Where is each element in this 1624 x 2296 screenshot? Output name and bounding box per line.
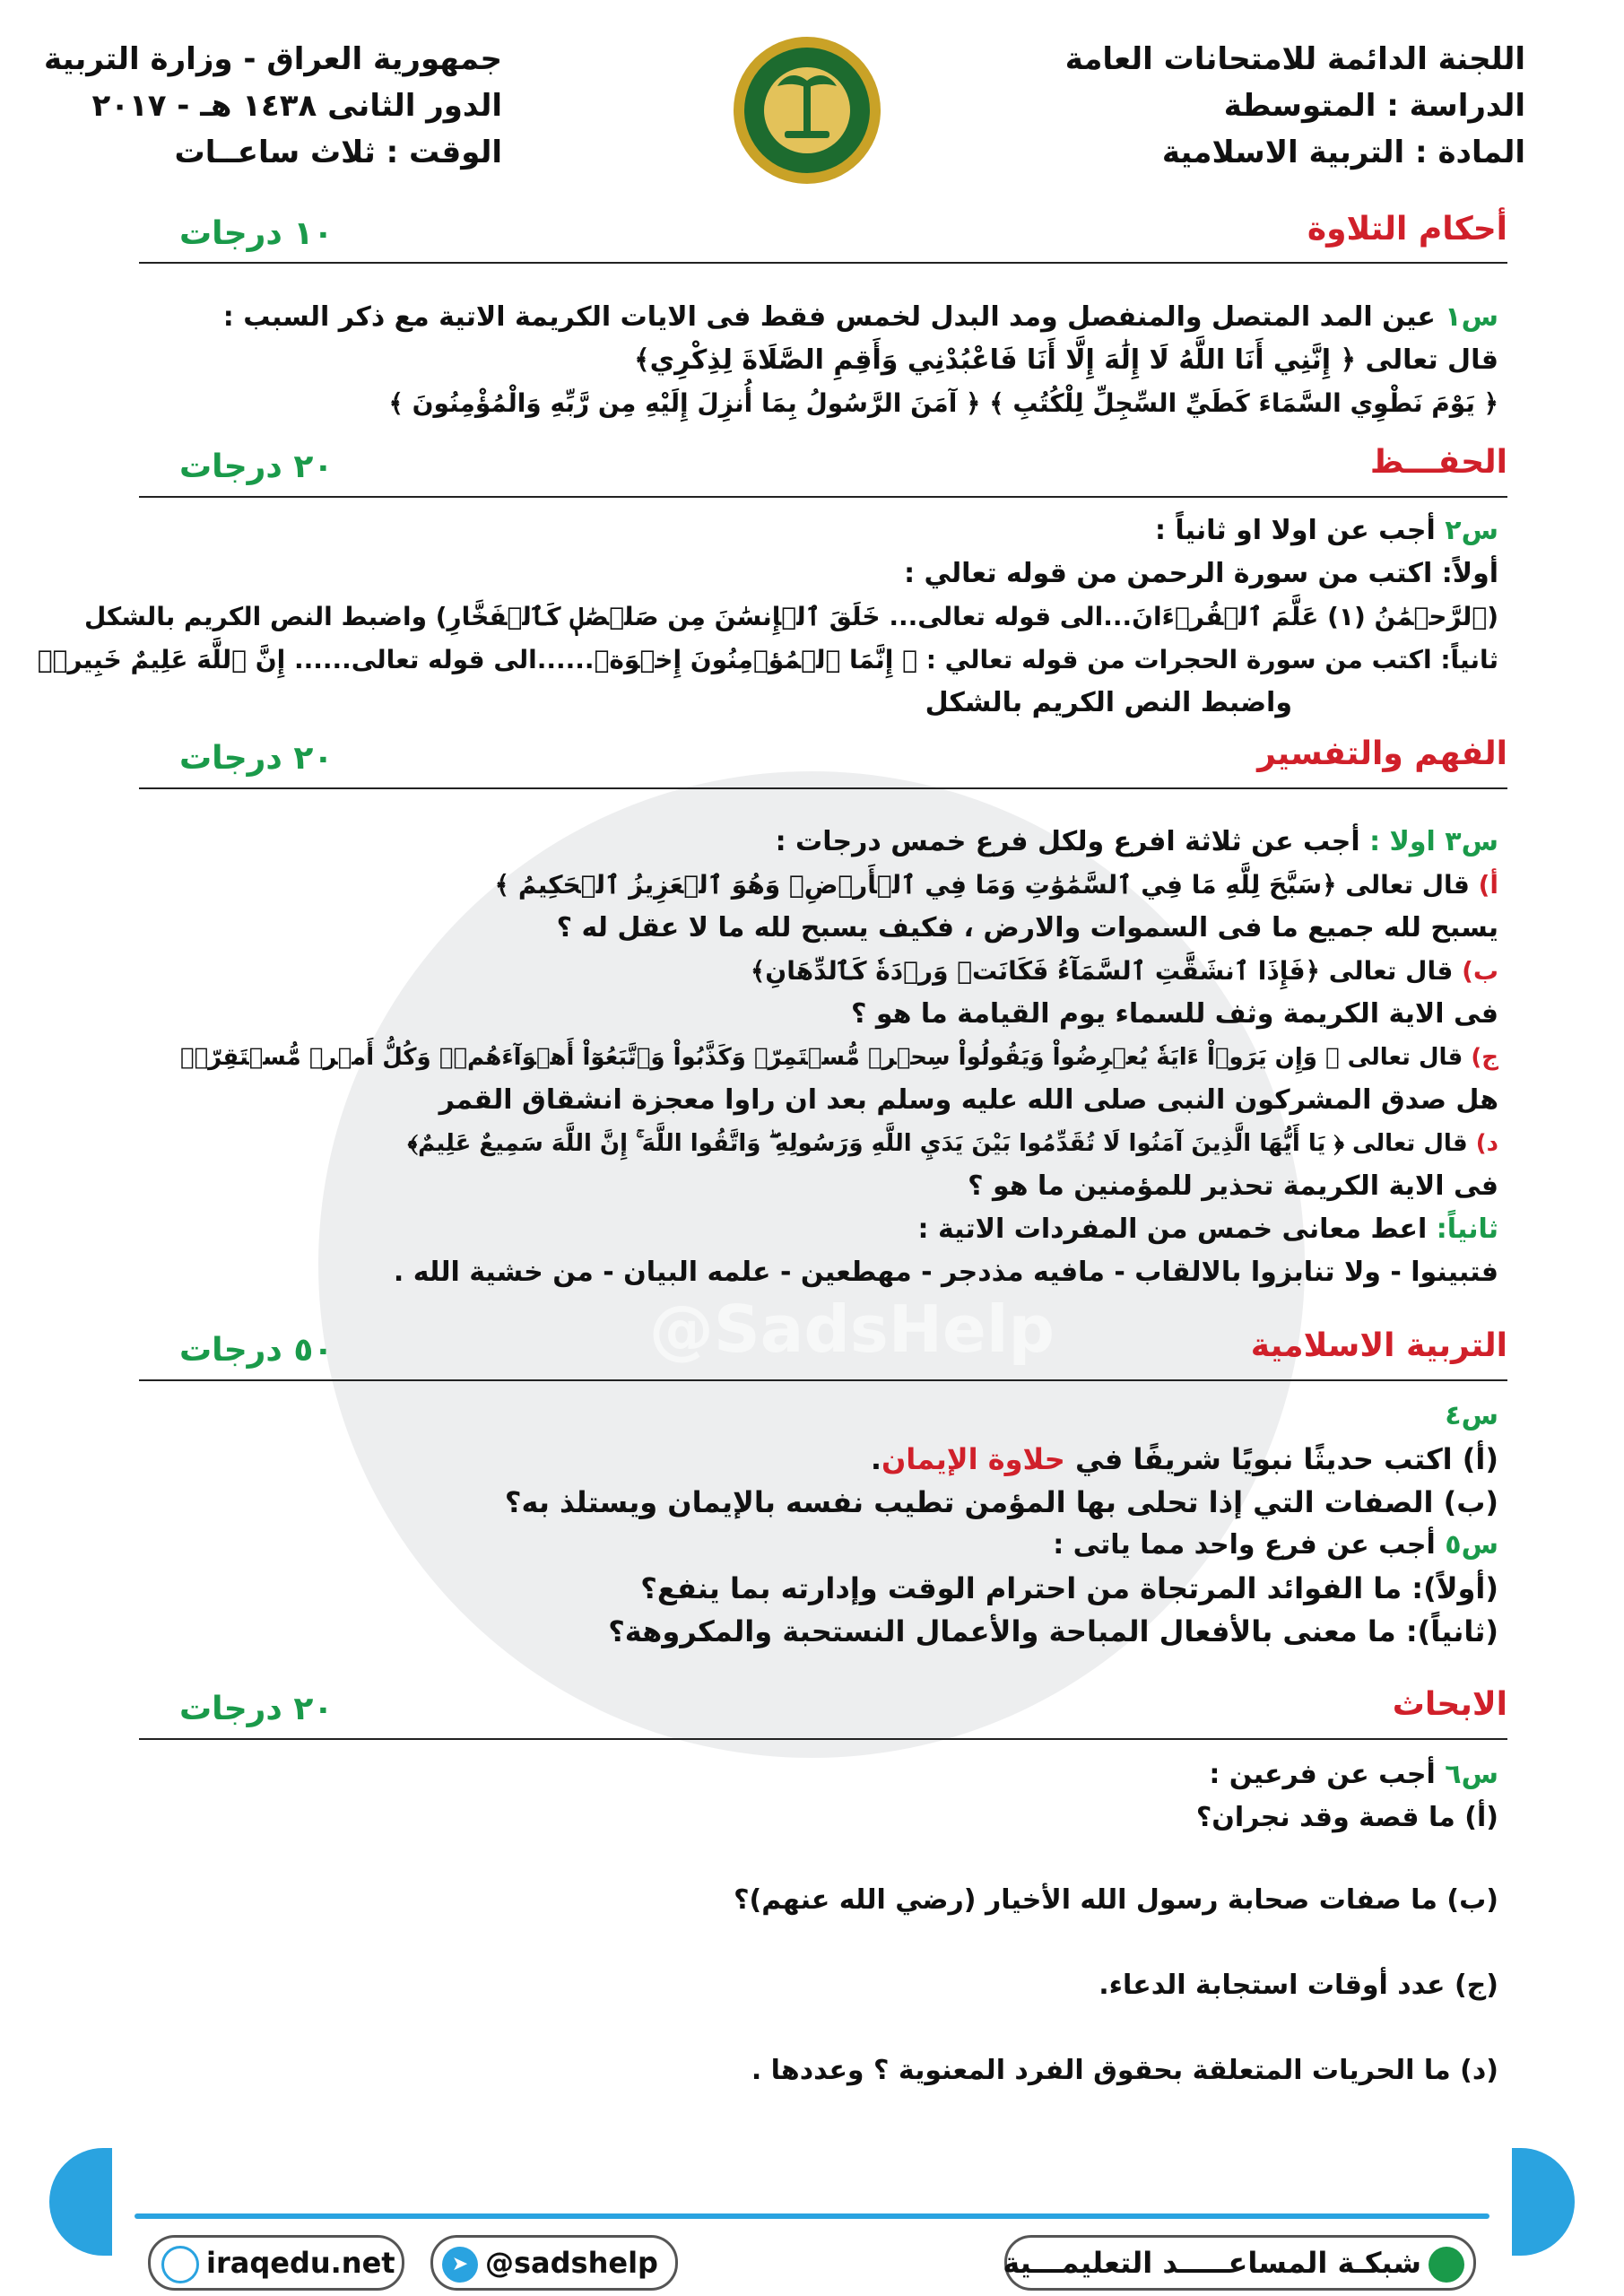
website-text: iraqedu.net	[206, 2246, 395, 2280]
question-line: فتبينوا - ولا تنابزوا بالالقاب - مافيه مذدجر - مهطعين - علمه البيان - من خشية الله .	[393, 1257, 1498, 1288]
telegram-link[interactable]	[430, 2235, 678, 2291]
section-divider	[139, 496, 1507, 498]
question-text: قال تعالى ﴿ وَإِن يَرَوۡاْ ءَايَةٗ يُعۡرِضُواْ وَيَقُولُواْ سِحۡرٞ مُّسۡتَمِرّٞ وَكَذَّبُواْ وَٱتَّبَعُوٓاْ أَهۡوَآءَهُمۡۚ وَكُلُّ أَمۡرٖ مُّسۡتَقِرّٞ﴾	[179, 1044, 1472, 1071]
question-line: يسبح لله جميع ما فى السموات والارض ، فكيف يسبح لله ما لا عقل له ؟	[556, 912, 1498, 944]
section-title: أحكام التلاوة	[1307, 211, 1507, 248]
question-line	[1053, 1524, 1498, 1567]
watermark-text: @SadsHelp	[648, 1292, 1055, 1367]
highlighted-topic: حلاوة الإيمان	[881, 1442, 1065, 1476]
section-marks: ٢٠ درجات	[179, 740, 334, 777]
question-line: أولاً: اكتب من سورة الرحمن من قوله تعالي :	[904, 558, 1498, 589]
question-line: واضبط النص الكريم بالشكل	[925, 687, 1292, 718]
header-right-line: الدراسة : المتوسطة	[1223, 88, 1525, 124]
question-text: عين المد المتصل والمنفصل ومد البدل لخمس فقط فى الايات الكريمة الاتية مع ذكر السبب :	[222, 301, 1446, 333]
section-title: الابحاث	[1392, 1686, 1507, 1723]
section-marks: ٥٠ درجات	[179, 1332, 334, 1369]
question-line: (أولاً): ما الفوائد المرتجاة من احترام الوقت وإدارته بما ينفع؟	[640, 1571, 1498, 1605]
question-line: ثانياً: اكتب من سورة الحجرات من قوله تعالي : ﴿ إِنَّمَا ٱلۡمُؤۡمِنُونَ إِخۡوَةٞ......الى قوله تعالى...... إِنَّ ٱللَّهَ عَلِيمٌ خَبِيرٞ﴾	[37, 645, 1498, 674]
question-text: أجب عن اولا او ثانياً :	[1154, 515, 1446, 546]
question-line: فى الاية الكريمة تحذير للمؤمنين ما هو ؟	[968, 1170, 1498, 1202]
question-line	[180, 1036, 1498, 1079]
question-number: س٥	[1445, 1529, 1498, 1561]
question-line: (ب) الصفات التي إذا تحلى بها المؤمن تطيب نفسه بالإيمان ويستلذ به؟	[504, 1485, 1498, 1519]
question-line	[495, 864, 1498, 907]
question-line: (ٱلرَّحۡمَٰنُ (١) عَلَّمَ ٱلۡقُرۡءَانَ...الى قوله تعالى... خَلَقَ ٱلۡإِنسَٰنَ مِن صَلۡصَٰلٖ كَٱلۡفَخَّارِ) واضبط النص الكريم بالشكل	[83, 602, 1498, 631]
section-marks: ١٠ درجات	[179, 215, 334, 252]
header-left-line: الوقت : ثلاث ساعــات	[174, 135, 502, 170]
question-number: س٢	[1445, 515, 1498, 546]
network-name	[1004, 2235, 1476, 2291]
website-link[interactable]	[148, 2235, 404, 2291]
question-text: أجب عن ثلاثة افرع ولكل فرع خمس درجات :	[775, 826, 1360, 857]
question-line: ﴿ يَوْمَ نَطْوِي السَّمَاءَ كَطَيِّ السِّجِلِّ لِلْكُتُبِ ﴾ ﴿ آمَنَ الرَّسُولُ بِمَا أُنزِلَ إِلَيْهِ مِن رَّبِّهِ وَالْمُؤْمِنُونَ ﴾	[388, 388, 1498, 418]
question-text: أجب عن فرعين :	[1209, 1759, 1446, 1790]
question-number: س٣ اولا :	[1359, 826, 1498, 857]
question-line: هل صدق المشركون النبى صلى الله عليه وسلم بعد ان راوا معجزة انشقاق القمر	[439, 1084, 1498, 1116]
footer-left-tab	[49, 2148, 112, 2256]
question-line	[871, 1438, 1498, 1481]
question-line: (أ) ما قصة وقد نجران؟	[1195, 1802, 1498, 1833]
section-marks: ٢٠ درجات	[179, 448, 334, 485]
section-title: الحفـــظ	[1369, 444, 1507, 481]
question-number: س٤	[1445, 1400, 1498, 1431]
ministry-seal-icon	[731, 34, 883, 187]
section-title: التربية الاسلامية	[1250, 1327, 1507, 1364]
question-text: قال تعالى ﴿ يَا أَيُّهَا الَّذِينَ آمَنُوا لَا تُقَدِّمُوا بَيْنَ يَدَيِ اللَّهِ وَرَسُولِهِ ۖ وَاتَّقُوا اللَّهَ ۚ إِنَّ اللَّهَ سَمِيعٌ عَلِيمٌ﴾	[407, 1130, 1476, 1157]
network-logo-icon	[1429, 2247, 1464, 2283]
header-left	[43, 36, 502, 176]
question-line	[223, 296, 1498, 339]
question-line	[751, 950, 1498, 993]
question-line	[407, 1122, 1498, 1165]
section-title: الفهم والتفسير	[1257, 735, 1507, 772]
question-line: (ب) ما صفات صحابة رسول الله الأخيار (رضي الله عنهم)؟	[734, 1884, 1498, 1916]
section-divider	[139, 787, 1507, 789]
branch-letter: ج)	[1471, 1044, 1498, 1071]
telegram-icon: ➤	[442, 2247, 478, 2283]
question-line	[918, 1208, 1498, 1251]
section-divider	[139, 1738, 1507, 1740]
question-text: اعط معانى خمس من المفردات الاتية :	[917, 1213, 1428, 1245]
header-right-line: المادة : التربية الاسلامية	[1161, 135, 1525, 170]
header-right-line: اللجنة الدائمة للامتحانات العامة	[1064, 41, 1525, 77]
question-text: قال تعالى ﴿سَبَّحَ لِلَّهِ مَا فِي ٱلسَّمَٰوَٰتِ وَمَا فِي ٱلۡأَرۡضِۖ وَهُوَ ٱلۡعَزِيزُ ٱلۡحَكِيمُ ﴾	[494, 870, 1479, 900]
question-line: قال تعالى ﴿ إِنَّنِي أَنَا اللَّهُ لَا إِلَٰهَ إِلَّا أَنَا فَاعْبُدْنِي وَأَقِمِ الصَّلَاةَ لِذِكْرِي﴾	[634, 344, 1498, 376]
question-line: (ثانياً): ما معنى بالأفعال المباحة والأعمال النستحبة والمكروهة؟	[608, 1614, 1498, 1648]
section-divider	[139, 1379, 1507, 1381]
header-left-line: الدور الثانى ١٤٣٨ هـ - ٢٠١٧	[91, 88, 502, 124]
branch-letter: أ)	[1478, 870, 1498, 900]
header-left-line: جمهورية العراق - وزارة التربية	[43, 41, 502, 77]
question-line	[1209, 1753, 1498, 1796]
question-number: س٦	[1445, 1759, 1498, 1790]
question-text: .	[870, 1442, 881, 1476]
question-line	[1155, 509, 1498, 552]
question-text: أجب عن فرع واحد مما ياتى :	[1053, 1529, 1446, 1561]
question-line: (ج) عدد أوقات استجابة الدعاء.	[1099, 1970, 1498, 2001]
question-number: ثانياً:	[1427, 1213, 1498, 1245]
footer-line	[135, 2213, 1489, 2219]
question-line: فى الاية الكريمة وثف للسماء يوم القيامة ما هو ؟	[850, 998, 1498, 1030]
section-marks: ٢٠ درجات	[179, 1691, 334, 1727]
branch-letter: ب)	[1462, 956, 1498, 986]
question-number: س١	[1445, 301, 1498, 333]
footer-right-tab	[1512, 2148, 1575, 2256]
question-text: قال تعالى ﴿فَإِذَا ٱنشَقَّتِ ٱلسَّمَآءُ فَكَانَتۡ وَرۡدَةٗ كَٱلدِّهَانِ﴾	[750, 956, 1463, 986]
question-line	[776, 821, 1498, 864]
question-line: (د) ما الحريات المتعلقة بحقوق الفرد المعنوية ؟ وعددها .	[751, 2055, 1498, 2086]
question-line	[1445, 1395, 1498, 1438]
header-right	[1065, 36, 1525, 176]
section-divider	[139, 262, 1507, 264]
question-text: (أ) اكتب حديثًا نبويًا شريفًا في	[1064, 1442, 1498, 1476]
network-text: شبكـة المساعـــــد التعليمـــية	[1003, 2246, 1421, 2280]
globe-icon	[161, 2246, 199, 2283]
telegram-text: @sadshelp	[485, 2246, 658, 2280]
branch-letter: د)	[1475, 1130, 1498, 1157]
